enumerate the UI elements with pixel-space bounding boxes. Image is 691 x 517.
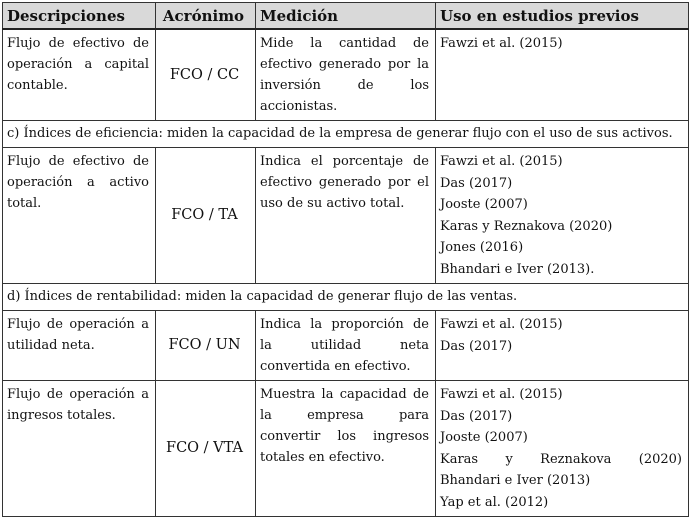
reference-item: Fawzi et al. (2015)	[440, 387, 563, 402]
cell-medicion: Muestra la capacidad de la empresa para convertir los ingresos totales en efectivo.	[256, 381, 436, 517]
table-row	[3, 381, 689, 517]
header-medicion: Medición	[256, 3, 436, 30]
header-uso: Uso en estudios previos	[436, 3, 689, 30]
section-heading: d) Índices de rentabilidad: miden la capacidad de generar flujo de las ventas.	[3, 284, 689, 311]
header-acronimo: Acrónimo	[156, 3, 256, 30]
cell-usos	[436, 148, 689, 284]
table-row	[3, 148, 689, 284]
cell-usos	[436, 29, 689, 121]
reference-item: Yap et al. (2012)	[440, 494, 549, 510]
cell-usos	[436, 311, 689, 381]
reference-item: Karas y Reznakova (2020)	[440, 451, 682, 467]
ratio-table-container	[2, 2, 688, 517]
cell-descripcion: Flujo de efectivo de operación a activo total.	[3, 148, 156, 284]
header-row	[3, 3, 689, 30]
table-row	[3, 311, 689, 381]
table-row	[3, 29, 689, 121]
cell-acronimo: FCO / CC	[156, 29, 256, 121]
cell-medicion: Indica la proporción de la utilidad neta convertida en efectivo.	[256, 311, 436, 381]
reference-item: Bhandari e Iver (2013).	[440, 261, 595, 277]
reference-item: Karas y Reznakova (2020)	[440, 218, 613, 234]
reference-item: Fawzi et al. (2015)	[440, 317, 563, 332]
cell-descripcion: Flujo de operación a utilidad neta.	[3, 311, 156, 381]
cell-medicion: Mide la cantidad de efectivo generado por la inversión de los accionistas.	[256, 29, 436, 121]
section-row	[3, 121, 689, 148]
cell-acronimo: FCO / TA	[156, 148, 256, 284]
cell-acronimo: FCO / UN	[156, 311, 256, 381]
reference-item: Jones (2016)	[440, 240, 524, 255]
reference-item: Das (2017)	[440, 408, 513, 424]
reference-item: Das (2017)	[440, 338, 513, 354]
reference-item: Fawzi et al. (2015)	[440, 154, 563, 169]
reference-item: Jooste (2007)	[440, 197, 528, 212]
reference-item: Fawzi et al. (2015)	[440, 36, 563, 51]
cell-acronimo: FCO / VTA	[156, 381, 256, 517]
reference-item: Bhandari e Iver (2013)	[440, 473, 591, 488]
ratio-table	[2, 2, 689, 517]
cell-descripcion: Flujo de efectivo de operación a capital contable.	[3, 29, 156, 121]
section-row	[3, 284, 689, 311]
cell-descripcion: Flujo de operación a ingresos totales.	[3, 381, 156, 517]
cell-usos	[436, 381, 689, 517]
reference-item: Jooste (2007)	[440, 430, 528, 445]
cell-medicion: Indica el porcentaje de efectivo generado por el uso de su activo total.	[256, 148, 436, 284]
reference-item: Das (2017)	[440, 175, 513, 191]
header-descripciones: Descripciones	[3, 3, 156, 30]
section-heading: c) Índices de eficiencia: miden la capacidad de la empresa de generar flujo con el uso de sus activos.	[3, 121, 689, 148]
